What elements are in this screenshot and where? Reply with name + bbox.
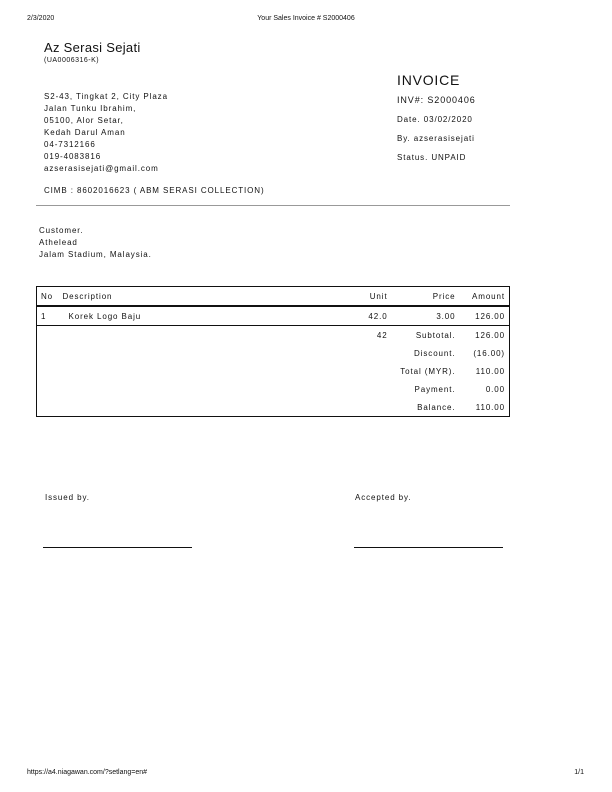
- invoice-date: Date. 03/02/2020: [397, 115, 473, 124]
- customer-address: Jalam Stadium, Malaysia.: [39, 250, 152, 259]
- company-email: azserasisejati@gmail.com: [44, 164, 159, 173]
- accepted-by-signature-line: [354, 547, 503, 548]
- cell-description: Korek Logo Baju: [58, 306, 327, 326]
- print-url[interactable]: https://a4.niagawan.com/?setlang=en#: [27, 769, 148, 776]
- totals-label: Discount.: [414, 348, 456, 358]
- totals-label: Total (MYR).: [400, 366, 456, 376]
- items-table: [36, 286, 510, 417]
- col-header-price: Price: [392, 287, 460, 307]
- company-reg-no: (UA0006316-K): [44, 57, 100, 64]
- totals-row-payment: [37, 380, 510, 398]
- totals-value: 110.00: [475, 366, 505, 376]
- totals-value: 0.00: [485, 384, 505, 394]
- totals-label: Payment.: [414, 384, 456, 394]
- totals-row-balance: [37, 398, 510, 417]
- cell-no: 1: [37, 306, 59, 326]
- address-line: S2-43, Tingkat 2, City Plaza: [44, 92, 168, 101]
- totals-label: Balance.: [417, 402, 456, 412]
- company-name: Az Serasi Sejati: [44, 40, 141, 55]
- invoice-by: By. azserasisejati: [397, 134, 475, 143]
- cell-amount: 126.00: [460, 306, 510, 326]
- address-line: Jalan Tunku Ibrahim,: [44, 104, 137, 113]
- invoice-number: INV#: S2000406: [397, 95, 476, 105]
- table-row: [37, 306, 510, 326]
- invoice-status: Status. UNPAID: [397, 153, 467, 162]
- col-header-unit: Unit: [328, 287, 392, 307]
- print-title: Your Sales Invoice # S2000406: [257, 15, 355, 22]
- totals-value: 126.00: [475, 330, 505, 340]
- issued-by-label: Issued by.: [45, 493, 90, 502]
- issued-by-signature-line: [43, 547, 192, 548]
- address-line: Kedah Darul Aman: [44, 128, 126, 137]
- accepted-by-label: Accepted by.: [355, 493, 412, 502]
- print-date: 2/3/2020: [27, 15, 55, 22]
- customer-label: Customer.: [39, 226, 84, 235]
- totals-value: 110.00: [475, 402, 505, 412]
- header-divider: [36, 205, 510, 206]
- col-header-description: Description: [58, 287, 327, 307]
- bank-account: CIMB : 8602016623 ( ABM SERASI COLLECTION): [44, 186, 265, 195]
- table-header-row: [37, 287, 510, 307]
- cell-unit: 42.0: [328, 306, 392, 326]
- customer-name: Athelead: [39, 238, 78, 247]
- col-header-no: No: [37, 287, 59, 307]
- cell-price: 3.00: [392, 306, 460, 326]
- totals-value: (16.00): [473, 348, 505, 358]
- col-header-amount: Amount: [460, 287, 510, 307]
- totals-row-discount: [37, 344, 510, 362]
- totals-label: Subtotal.: [415, 330, 456, 340]
- invoice-heading: INVOICE: [397, 72, 461, 88]
- company-phone: 04-7312166: [44, 140, 96, 149]
- total-units: 42: [376, 330, 388, 340]
- totals-row-total: [37, 362, 510, 380]
- address-line: 05100, Alor Setar,: [44, 116, 124, 125]
- totals-row-subtotal: [37, 326, 510, 345]
- page-number: 1/1: [574, 769, 584, 776]
- company-mobile: 019-4083816: [44, 152, 102, 161]
